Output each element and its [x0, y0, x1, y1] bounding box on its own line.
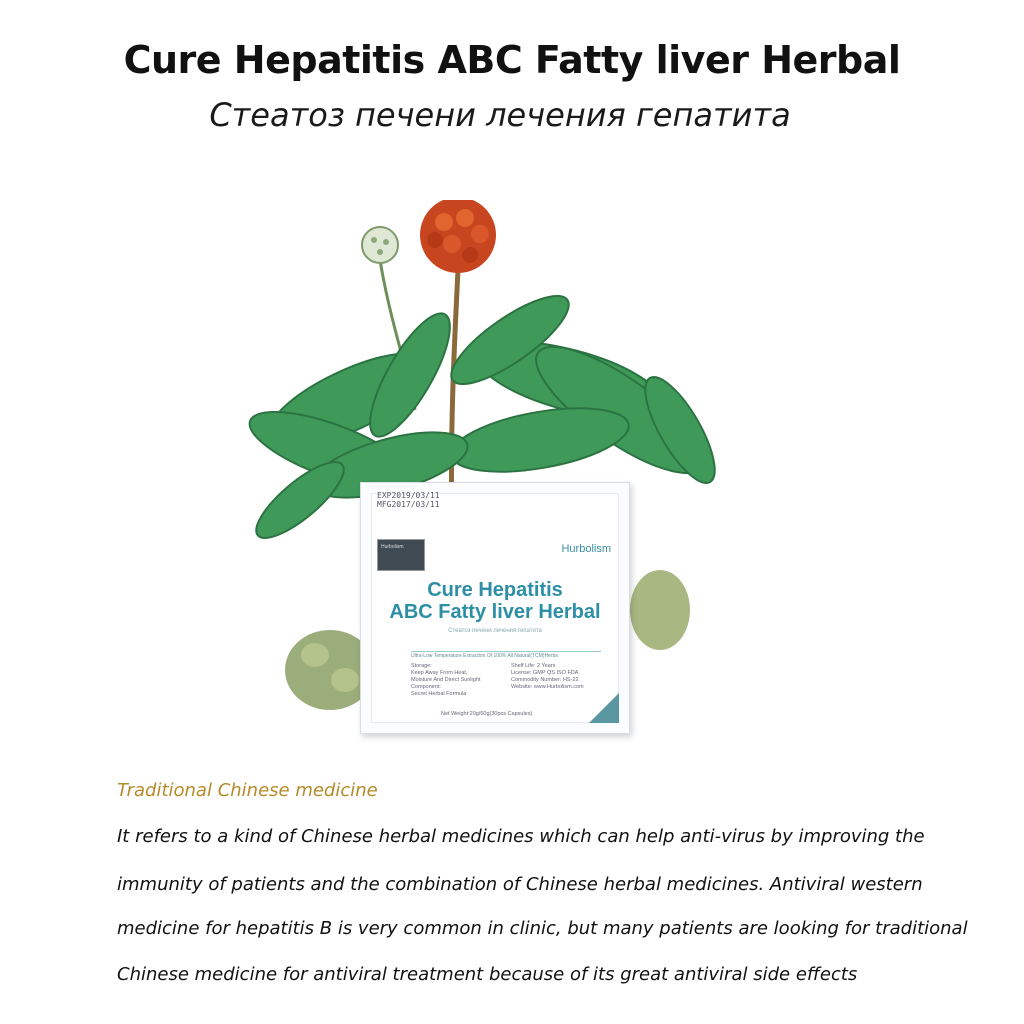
package-dates: EXP2019/03/11 MFG2017/03/11: [377, 491, 440, 509]
description-line-4: Chinese medicine for antiviral treatment because of its great antiviral side effects: [117, 964, 858, 985]
package-net-weight: Net Weight:20g/60g(30pcs Capsules): [441, 711, 533, 717]
package-storage: Storage: Keep Away From Heat, Moisture And Direct Sunlight Component: Secret Herbal Formula: [411, 663, 481, 697]
package-title-line1: Cure Hepatitis: [427, 579, 563, 601]
page-title: Cure Hepatitis ABC Fatty liver Herbal: [123, 38, 901, 82]
stamp-label: Hurbolism: [381, 544, 404, 550]
page-subtitle: Стеатоз печени лечения гепатита: [209, 96, 791, 134]
package-stamp: [377, 539, 425, 571]
package-details: Shelf Life: 2 Years License: GMP QS ISO FDA Commodity Number: HS-22 Website: www.Hurbolism.com: [511, 663, 584, 690]
flower-cluster-icon: [362, 227, 398, 263]
berry-cluster-icon: [420, 200, 496, 273]
description-line-1: It refers to a kind of Chinese herbal medicines which can help anti-virus by improving the: [117, 826, 925, 847]
package-title-line2: ABC Fatty liver Herbal: [389, 601, 601, 623]
description-line-3: medicine for hepatitis B is very common in clinic, but many patients are looking for traditional: [117, 918, 968, 939]
package-extraction-line: Ultra-Low Temperature Extraction Of 100% All Natural(TCM)Herbs: [411, 651, 601, 659]
package-subtext: Стеатоз печени лечения гепатита: [448, 628, 542, 634]
section-heading: Traditional Chinese medicine: [117, 780, 378, 801]
description-line-2: immunity of patients and the combination of Chinese herbal medicines. Antiviral western: [117, 874, 923, 895]
package-brand: Hurbolism: [561, 543, 611, 555]
product-package: [360, 482, 630, 734]
package-corner-accent: [589, 693, 619, 723]
package-title: [361, 579, 629, 623]
